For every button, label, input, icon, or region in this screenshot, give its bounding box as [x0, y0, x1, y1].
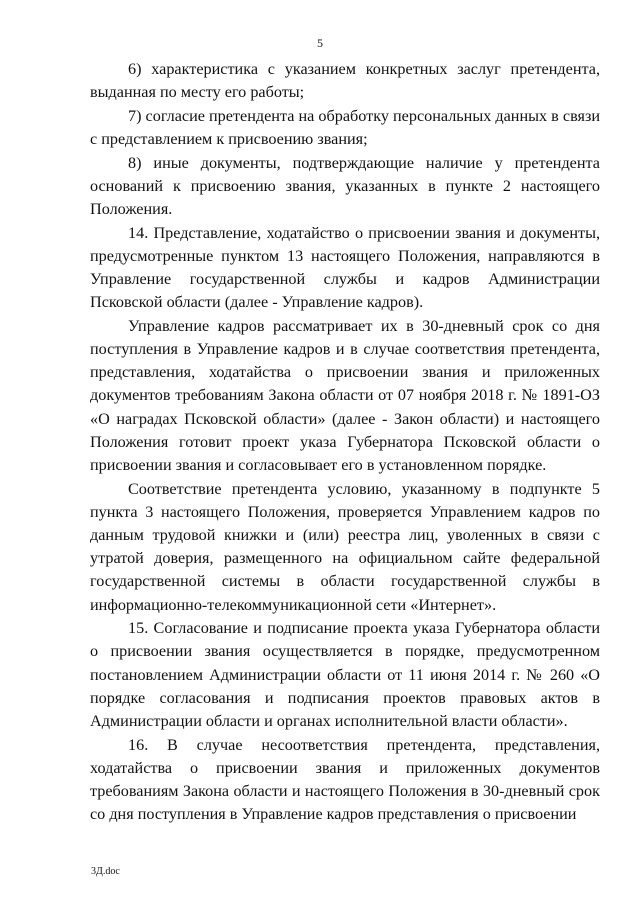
- paragraph-clause-15: 15. Согласование и подписание проекта указа Губернатора области о присвоении звания осуществляется в порядке, предусмотренном постановлением Администрации области от 11 июня 2014 г. № 260 «О порядке согласования и подписания проектов правовых актов в Администрации области и органах исполнительной власти области».: [90, 619, 600, 731]
- paragraph-item-8: 8) иные документы, подтверждающие наличие у претендента оснований к присвоению звания, указанных в пункте 2 настоящего Положения.: [90, 153, 600, 218]
- document-body: [90, 58, 600, 827]
- footer-filename: 3Д.doc: [91, 866, 120, 877]
- paragraph-hr-review: Управление кадров рассматривает их в 30-дневный срок со дня поступления в Управление кадров и в случае соответствия претендента, представления, ходатайства о присвоении звания и приложенных документов требованиям Закона области от 07 ноября 2018 г. № 1891-ОЗ «О наградах Псковской области» (далее - Закон области) и настоящего Положения готовит проект указа Губернатора Псковской области о присвоении звания и согласовывает его в установленном порядке.: [90, 316, 600, 475]
- paragraph-item-7: 7) согласие претендента на обработку персональных данных в связи с представлением к присвоению звания;: [90, 106, 600, 148]
- paragraph-clause-16: 16. В случае несоответствия претендента, представления, ходатайства о присвоении звания и приложенных документов требованиям Закона области и настоящего Положения в 30-дневный срок со дня поступления в Управление кадров представления о присвоении: [90, 735, 600, 824]
- paragraph-clause-14: 14. Представление, ходатайство о присвоении звания и документы, предусмотренные пунктом 13 настоящего Положения, направляются в Управление государственной службы и кадров Администрации Псковской области (далее - Управление кадров).: [90, 223, 600, 312]
- paragraph-item-6: 6) характеристика с указанием конкретных заслуг претендента, выданная по месту его работы;: [90, 60, 600, 102]
- page-number: 5: [317, 36, 323, 50]
- paragraph-conformity-check: Соответствие претендента условию, указанному в подпункте 5 пункта 3 настоящего Положения, проверяется Управлением кадров по данным трудовой книжки и (или) реестра лиц, уволенных в связи с утратой доверия, размещенного на официальном сайте федеральной государственной системы в области государственной службы в информационно-телекоммуникационной сети «Интернет».: [90, 479, 600, 614]
